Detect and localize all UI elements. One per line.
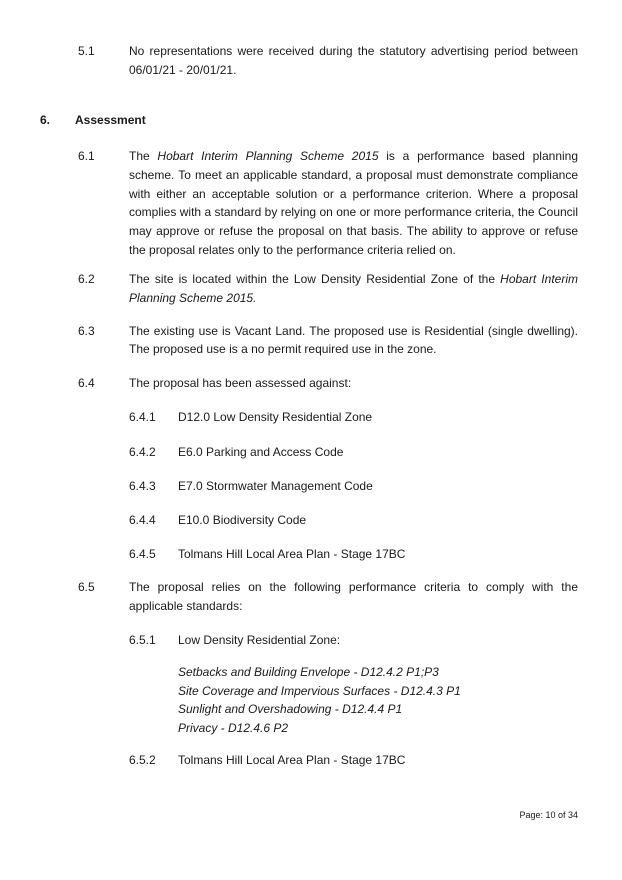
section-number: 6.4 bbox=[78, 376, 95, 391]
section-text: The existing use is Vacant Land. The proposed use is Residential (single dwelling). The proposed use is a no permit required use in the zone. bbox=[129, 323, 578, 357]
section-text: No representations were received during the statutory advertising period between 06/01/21 - 20/01/21. bbox=[129, 44, 578, 77]
page-footer bbox=[519, 809, 578, 821]
section-6-4-2 bbox=[40, 443, 578, 462]
criteria-line: Setbacks and Building Envelope - D12.4.2 P1;P3 bbox=[178, 664, 439, 679]
section-6-4-4 bbox=[40, 511, 578, 530]
section-number: 6.4.3 bbox=[129, 478, 156, 493]
section-text: The proposal has been assessed against: bbox=[129, 376, 352, 391]
section-6-5-1 bbox=[40, 631, 578, 650]
section-5-1 bbox=[40, 42, 578, 79]
section-number: 6.5.2 bbox=[129, 752, 156, 767]
italic-document-title: Hobart Interim Planning Scheme 2015 bbox=[157, 149, 379, 164]
section-number: 6.4.2 bbox=[129, 444, 156, 459]
list-item-text: Tolmans Hill Local Area Plan - Stage 17BC bbox=[178, 547, 406, 562]
criteria-line: Site Coverage and Impervious Surfaces - D12.4.3 P1 bbox=[178, 683, 461, 698]
section-6-4-1 bbox=[40, 408, 578, 427]
section-6-5 bbox=[40, 578, 578, 615]
section-number: 5.1 bbox=[78, 44, 95, 58]
section-number: 6.5.1 bbox=[129, 633, 156, 648]
text-segment: is a performance based planning scheme. To meet an applicable standard, a proposal must demonstrate compliance with either an acceptable solution or a performance criterion. Where a proposal complies with a standard by relying on one or more performance criteria, the Council may approve or refuse the proposal on that basis. The ability to approve or refuse the proposal relates only to the performance criteria relied on. bbox=[129, 149, 579, 257]
section-number: 6.4.5 bbox=[129, 547, 156, 562]
section-text bbox=[129, 147, 578, 259]
performance-criteria-list bbox=[178, 663, 578, 738]
section-text bbox=[129, 270, 578, 307]
section-number: 6. bbox=[40, 113, 51, 128]
list-item-text: E7.0 Stormwater Management Code bbox=[178, 478, 373, 493]
section-number: 6.4.1 bbox=[129, 410, 156, 425]
heading-title: Assessment bbox=[75, 113, 146, 128]
section-6-4-5 bbox=[40, 545, 578, 564]
section-number: 6.1 bbox=[78, 149, 95, 164]
section-number: 6.5 bbox=[78, 579, 95, 594]
section-6-4 bbox=[40, 374, 578, 393]
section-text: The proposal relies on the following performance criteria to comply with the applicable standards: bbox=[129, 579, 578, 613]
list-item-text: E10.0 Biodiversity Code bbox=[178, 512, 307, 527]
text-segment: The bbox=[129, 149, 158, 164]
list-item-text: D12.0 Low Density Residential Zone bbox=[178, 410, 373, 425]
section-number: 6.2 bbox=[78, 272, 95, 287]
section-6-heading bbox=[40, 111, 578, 130]
section-6-2 bbox=[40, 270, 578, 307]
section-number: 6.3 bbox=[78, 323, 95, 338]
list-item-text: Low Density Residential Zone: bbox=[178, 633, 341, 648]
section-6-4-3 bbox=[40, 477, 578, 496]
section-6-3 bbox=[40, 322, 578, 359]
text-segment: The site is located within the Low Density Residential Zone of the bbox=[129, 272, 501, 287]
list-item-text: Tolmans Hill Local Area Plan - Stage 17BC bbox=[178, 752, 406, 767]
section-6-5-2 bbox=[40, 751, 578, 770]
criteria-line: Privacy - D12.4.6 P2 bbox=[178, 721, 289, 736]
section-number: 6.4.4 bbox=[129, 512, 156, 527]
section-6-1 bbox=[40, 147, 578, 259]
page-number-label: Page: 10 of 34 bbox=[519, 810, 578, 820]
italic-document-title: Hobart Interim Planning Scheme 2015. bbox=[129, 272, 578, 306]
list-item-text: E6.0 Parking and Access Code bbox=[178, 444, 344, 459]
criteria-line: Sunlight and Overshadowing - D12.4.4 P1 bbox=[178, 702, 403, 717]
